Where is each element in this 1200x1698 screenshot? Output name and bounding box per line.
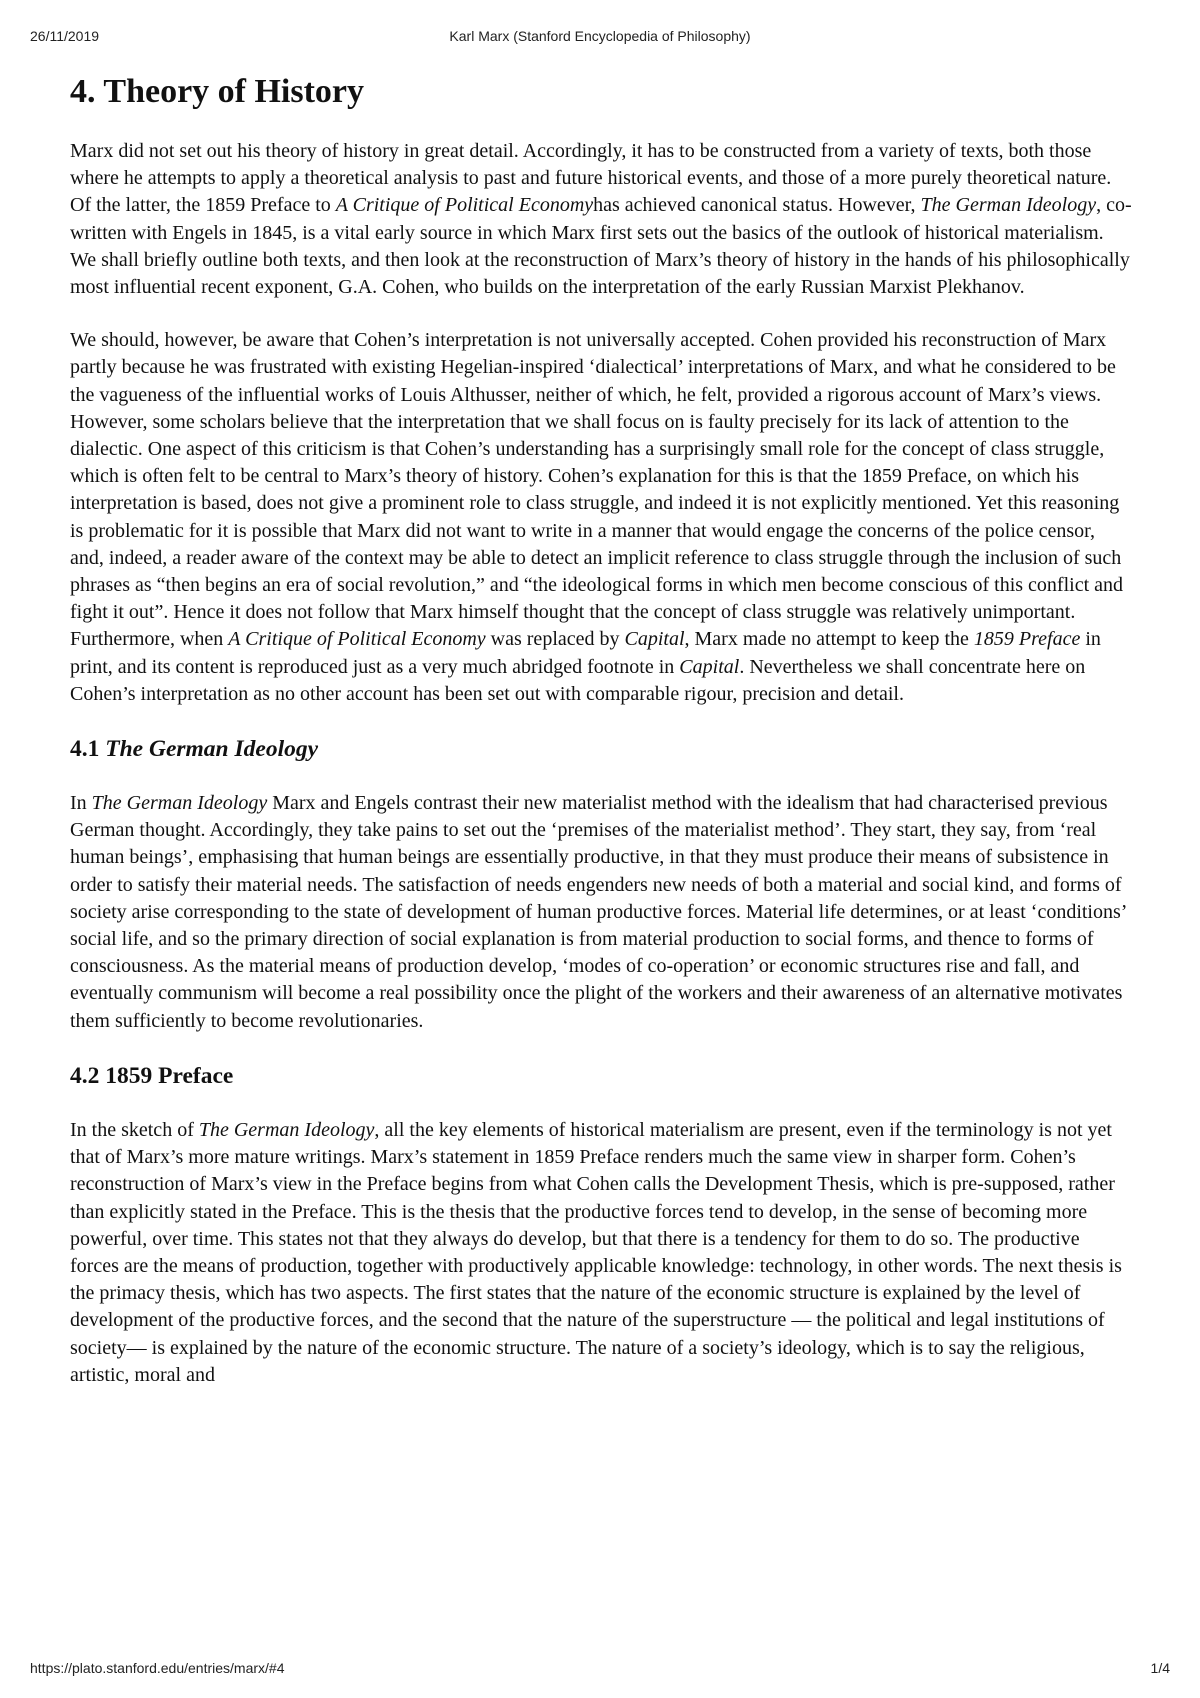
- work-title: The German Ideology: [91, 792, 268, 815]
- work-title: The German Ideology: [198, 1118, 375, 1141]
- article-content: [70, 72, 1132, 1415]
- work-title: Capital: [624, 628, 685, 651]
- paragraph-cohen: We should, however, be aware that Cohen’s interpretation is not universally accepted. Cohen provided his reconstruction of Marx partly because he was frustrated with existing Hegelian-inspired ‘dialectical’ interpretations of Marx, and what he considered to be the vagueness of the influential works of Louis Althusser, neither of which, he felt, provided a rigorous account of Marx’s views. However, some scholars believe that the interpretation that we shall focus on is faulty precisely for its lack of attention to the dialectic. One aspect of this criticism is that Cohen’s understanding has a surprisingly small role for the concept of class struggle, which is often felt to be central to Marx’s theory of history. Cohen’s explanation for this is that the 1859 Preface, on which his interpretation is based, does not give a prominent role to class struggle, and indeed it is not explicitly mentioned. Yet this reasoning is problematic for it is possible that Marx did not want to write in a manner that would engage the concerns of the police censor, and, indeed, a reader aware of the context may be able to detect an implicit reference to class struggle through the inclusion of such phrases as “then begins an era of social revolution,” and “the ideological forms in which men become conscious of this conflict and fight it out”. Hence it does not follow that Marx himself thought that the concept of class struggle was relatively unimportant. Furthermore, when A Critique of Political Economy was replaced by Capital, Marx made no attempt to keep the 1859 Preface in print, and its content is reproduced just as a very much abridged footnote in Capital. Nevertheless we shall concentrate here on Cohen’s interpretation as no other account has been set out with comparable rigour, precision and detail.: [70, 329, 1124, 705]
- page-number: 1/4: [1150, 1660, 1170, 1676]
- print-footer-url: https://plato.stanford.edu/entries/marx/#4: [30, 1660, 285, 1676]
- paragraph-german-ideology: In The German Ideology Marx and Engels contrast their new materialist method with the idealism that had characterised previous German thought. Accordingly, they take pains to set out the ‘premises of the materialist method’. They start, they say, from ‘real human beings’, emphasising that human beings are essentially productive, in that they must produce their means of subsistence in order to satisfy their material needs. The satisfaction of needs engenders new needs of both a material and social kind, and forms of society arise corresponding to the state of development of human productive forces. Material life determines, or at least ‘conditions’ social life, and so the primary direction of social explanation is from material production to social forms, and thence to forms of consciousness. As the material means of production develop, ‘modes of co-operation’ or economic structures rise and fall, and eventually communism will become a real possibility once the plight of the workers and their awareness of an alternative motivates them sufficiently to become revolutionaries.: [70, 792, 1126, 1032]
- section-title: 4. Theory of History: [70, 73, 365, 110]
- work-title: 1859 Preface: [973, 628, 1081, 651]
- paragraph-preface: In the sketch of The German Ideology, all the key elements of historical materialism are present, even if the terminology is not yet that of Marx’s more mature writings. Marx’s statement in 1859 Preface renders much the same view in sharper form. Cohen’s reconstruction of Marx’s view in the Preface begins from what Cohen calls the Development Thesis, which is pre-supposed, rather than explicitly stated in the Preface. This is the thesis that the productive forces tend to develop, in the sense of becoming more powerful, over time. This states not that they always do develop, but that there is a tendency for them to do so. The productive forces are the means of production, together with productively applicable knowledge: technology, in other words. The next thesis is the primacy thesis, which has two aspects. The first states that the nature of the economic structure is explained by the level of development of the productive forces, and the second that the nature of the superstructure — the political and legal institutions of society— is explained by the nature of the economic structure. The nature of a society’s ideology, which is to say the religious, artistic, moral and: [70, 1118, 1122, 1386]
- work-title: A Critique of Political Economy: [335, 194, 594, 217]
- work-title: A Critique of Political Economy: [228, 628, 486, 651]
- subsection-title-german-ideology: 4.1 The German Ideology: [70, 736, 319, 763]
- print-header-title: Karl Marx (Stanford Encyclopedia of Philosophy): [449, 28, 751, 44]
- paragraph-intro: Marx did not set out his theory of history in great detail. Accordingly, it has to be constructed from a variety of texts, both those where he attempts to apply a theoretical analysis to past and future historical events, and those of a more purely theoretical nature. Of the latter, the 1859 Preface to A Critique of Political Economyhas achieved canonical status. However, The German Ideology, co-written with Engels in 1845, is a vital early source in which Marx first sets out the basics of the outlook of historical materialism. We shall briefly outline both texts, and then look at the reconstruction of Marx’s theory of history in the hands of his philosophically most influential recent exponent, G.A. Cohen, who builds on the interpretation of the early Russian Marxist Plekhanov.: [70, 140, 1132, 299]
- subsection-title-preface: 4.2 1859 Preface: [70, 1062, 234, 1089]
- print-date: 26/11/2019: [30, 28, 100, 44]
- work-title: Capital: [679, 655, 740, 678]
- work-title: The German Ideology: [920, 194, 1097, 217]
